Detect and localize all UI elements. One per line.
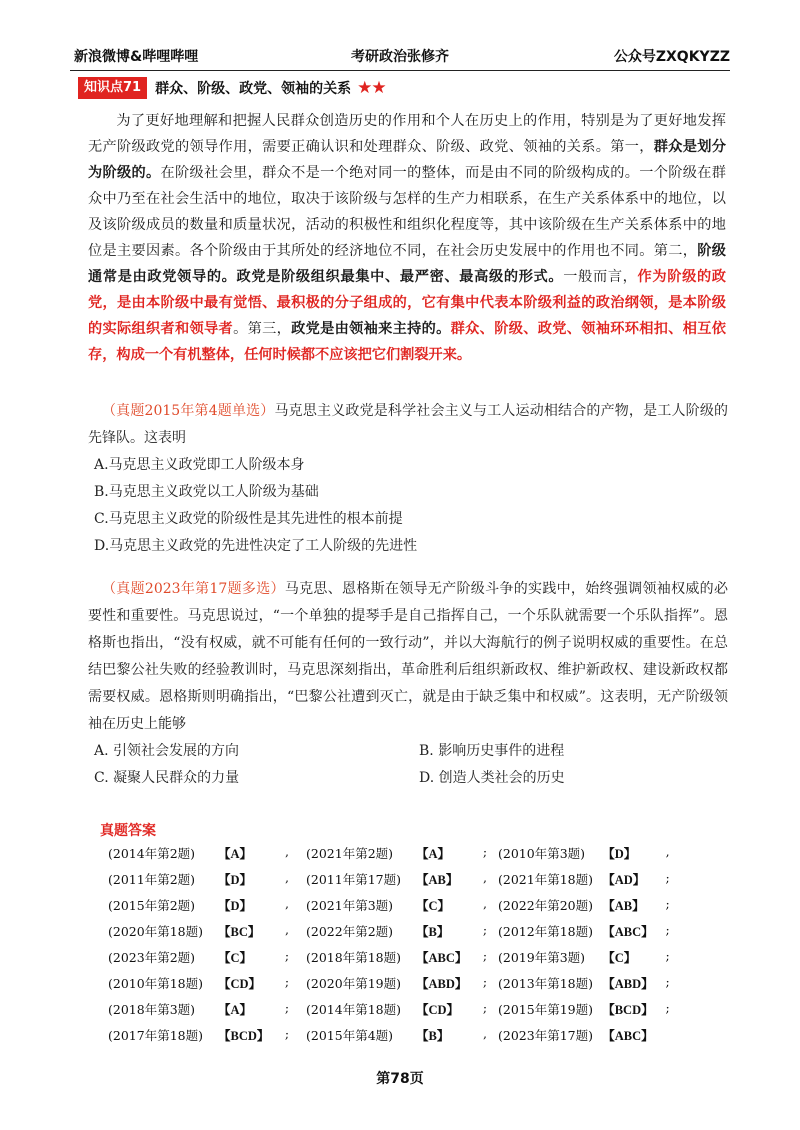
answer-row <box>108 892 678 918</box>
page-header <box>70 46 730 68</box>
header-divider <box>70 70 730 71</box>
answer-item <box>306 922 498 940</box>
answer-item <box>108 974 306 992</box>
answer-separator: ; <box>482 948 488 963</box>
body-bold-segment: 群众是划分为阶级的。 <box>88 139 726 181</box>
answer-key: 【ABC】 <box>602 925 654 939</box>
question-tag: （真题2015年第4题单选） <box>102 403 275 419</box>
answer-item <box>498 1026 678 1044</box>
header-center-text: 考研政治张修齐 <box>351 49 449 65</box>
answer-item <box>498 896 678 914</box>
answer-item <box>306 1026 498 1044</box>
answer-item <box>498 844 678 862</box>
answer-key: 【D】 <box>218 899 253 913</box>
answer-key: 【AB】 <box>416 873 459 887</box>
answer-item <box>108 870 306 888</box>
answer-question-ref: (2018年第18题) <box>306 950 401 965</box>
answer-question-ref: (2010年第18题) <box>108 976 203 991</box>
answer-question-ref: (2023年第17题) <box>498 1028 593 1043</box>
answer-key: 【AB】 <box>602 899 645 913</box>
answer-question-ref: (2022年第2题) <box>306 924 394 939</box>
question-stem-text: 马克思、恩格斯在领导无产阶级斗争的实践中，始终强调领袖权威的必要性和重要性。马克思说过，“一个单独的提琴手是自己指挥自己，一个乐队就需要一个乐队指挥”。恩格斯也指出，“没有权威，就不可能有任何的一致行动”，并以大海航行的例子说明权威的重要性。在总结巴黎公社失败的经验教训时，马克思深刻指出，革命胜利后组织新政权、维护新政权、建设新政权都需要权威。恩格斯则明确指出，“巴黎公社遭到灭亡，就是由于缺乏集中和权威”。这表明，无产阶级领袖在历史上能够 <box>88 581 728 732</box>
answer-key: 【A】 <box>416 847 451 861</box>
answer-question-ref: (2013年第18题) <box>498 976 593 991</box>
question-stem <box>88 398 728 452</box>
knowledge-point-badge: 知识点71 <box>78 77 147 99</box>
answer-item <box>306 974 498 992</box>
answer-key: 【BCD】 <box>602 1003 654 1017</box>
body-red-segment: 群众、阶级、政党、领袖环环相扣、相互依存，构成一个有机整体，任何时候都不应该把它们割裂开来。 <box>88 321 726 363</box>
answer-question-ref: (2023年第2题) <box>108 950 196 965</box>
answer-separator <box>657 1026 678 1044</box>
answer-question-ref: (2014年第2题) <box>108 846 196 861</box>
answer-separator: , <box>285 870 289 885</box>
answer-separator: ; <box>665 974 670 989</box>
answer-separator: , <box>285 896 289 911</box>
answer-item <box>108 948 306 966</box>
answer-separator: ; <box>284 948 290 963</box>
answer-key: 【ABC】 <box>602 1029 654 1043</box>
question-tag: （真题2023年第17题多选） <box>102 581 285 597</box>
answer-question-ref: (2019年第3题) <box>498 950 586 965</box>
answer-key: 【BCD】 <box>218 1029 270 1043</box>
answer-row <box>108 918 678 944</box>
answer-key: 【B】 <box>416 925 450 939</box>
option-a: A. 引领社会发展的方向 <box>94 743 240 759</box>
answer-question-ref: (2021年第2题) <box>306 846 394 861</box>
question-1 <box>88 398 728 560</box>
answer-separator: ; <box>284 974 290 989</box>
answer-item <box>306 870 498 888</box>
answer-question-ref: (2021年第3题) <box>306 898 394 913</box>
answer-item <box>306 844 498 862</box>
answer-separator: ; <box>482 1000 488 1015</box>
answer-key: 【ABC】 <box>416 951 468 965</box>
answer-row <box>108 1022 678 1048</box>
answer-separator: ; <box>665 1000 670 1015</box>
option-b: B.马克思主义政党以工人阶级为基础 <box>94 484 319 500</box>
answer-separator: , <box>665 844 670 859</box>
answer-separator: ; <box>284 1000 290 1015</box>
answer-separator: ; <box>482 922 488 937</box>
answer-question-ref: (2017年第18题) <box>108 1028 203 1043</box>
answer-separator: , <box>483 1026 487 1041</box>
answer-separator: , <box>483 896 487 911</box>
answer-item <box>108 844 306 862</box>
answer-item <box>498 974 678 992</box>
answer-key: 【C】 <box>416 899 451 913</box>
page-number: 第78页 <box>376 1071 424 1087</box>
body-paragraph <box>88 108 726 368</box>
answer-key: 【CD】 <box>218 977 262 991</box>
answer-item <box>498 948 678 966</box>
question-stem <box>88 576 728 738</box>
answer-key: 【AD】 <box>602 873 646 887</box>
body-text-segment: 在阶级社会里，群众不是一个绝对同一的整体，而是由不同的阶级构成的。一个阶级在群众中乃至在社会生活中的地位，取决于该阶级与怎样的生产力相联系，在生产关系体系中的地位，以及该阶级成员的数量和质量状况，活动的积极性和组织化程度等，其中该阶级在生产关系体系中的地位是主要因素。各个阶级由于其所处的经济地位不同，在社会历史发展中的作用也不同。第二， <box>88 165 726 259</box>
option-d: D.马克思主义政党的先进性决定了工人阶级的先进性 <box>94 538 418 554</box>
option-c: C.马克思主义政党的阶级性是其先进性的根本前提 <box>94 511 403 527</box>
answer-key: 【C】 <box>218 951 253 965</box>
answer-item <box>108 896 306 914</box>
answer-key: 【ABD】 <box>416 977 468 991</box>
answer-question-ref: (2020年第18题) <box>108 924 203 939</box>
answer-question-ref: (2011年第2题) <box>108 872 196 887</box>
option-c: C. 凝聚人民群众的力量 <box>94 770 240 786</box>
answer-item <box>306 948 498 966</box>
answer-key: 【A】 <box>218 847 253 861</box>
answer-question-ref: (2021年第18题) <box>498 872 593 887</box>
header-right-text: 公众号ZXQKYZZ <box>613 49 730 65</box>
body-bold-segment: 政党是由领袖来主持的。 <box>291 321 451 337</box>
answer-separator: ; <box>482 974 488 989</box>
answer-question-ref: (2012年第18题) <box>498 924 593 939</box>
answer-row <box>108 840 678 866</box>
answers-table <box>108 840 678 1048</box>
answer-key: 【D】 <box>218 873 253 887</box>
answer-key: 【ABD】 <box>602 977 654 991</box>
answer-item <box>498 1000 678 1018</box>
answer-question-ref: (2015年第4题) <box>306 1028 394 1043</box>
answer-key: 【BC】 <box>218 925 261 939</box>
answer-item <box>108 1000 306 1018</box>
option-d: D. 创造人类社会的历史 <box>419 770 565 786</box>
body-red-segment: 作为阶级的政党，是由本阶级中最有觉悟、最积极的分子组成的，它有集中代表本阶级利益的政治纲领，是本阶级的实际组织者和领导者 <box>88 269 726 337</box>
answer-item <box>306 1000 498 1018</box>
option-b: B. 影响历史事件的进程 <box>419 743 565 759</box>
answer-key: 【B】 <box>416 1029 450 1043</box>
answer-question-ref: (2015年第2题) <box>108 898 196 913</box>
body-text-segment: 一般而言， <box>563 269 638 285</box>
answer-separator: ; <box>284 1026 290 1041</box>
answer-question-ref: (2010年第3题) <box>498 846 586 861</box>
answer-question-ref: (2011年第17题) <box>306 872 401 887</box>
answers-title: 真题答案 <box>100 823 156 839</box>
answer-item <box>108 1026 306 1044</box>
answer-separator: , <box>285 922 289 937</box>
answer-separator: ; <box>482 844 488 859</box>
answer-question-ref: (2014年第18题) <box>306 1002 401 1017</box>
answer-row <box>108 944 678 970</box>
answer-item <box>108 922 306 940</box>
answer-item <box>498 922 678 940</box>
knowledge-point-title: 群众、阶级、政党、领袖的关系 <box>155 81 352 97</box>
star-rating-icon: ★★ <box>357 78 386 98</box>
answer-question-ref: (2015年第19题) <box>498 1002 593 1017</box>
answer-key: 【D】 <box>602 847 637 861</box>
answer-key: 【C】 <box>602 951 637 965</box>
answer-question-ref: (2020年第19题) <box>306 976 401 991</box>
answer-item <box>498 870 678 888</box>
body-text-segment: 为了更好地理解和把握人民群众创造历史的作用和个人在历史上的作用，特别是为了更好地发挥无产阶级政党的领导作用，需要正确认识和处理群众、阶级、政党、领袖的关系。第一， <box>88 113 726 155</box>
answer-key: 【CD】 <box>416 1003 460 1017</box>
body-bold-segment: 阶级通常是由政党领导的。政党是阶级组织最集中、最严密、最高级的形式。 <box>88 243 726 285</box>
answer-item <box>306 896 498 914</box>
body-text-segment: 。第三， <box>233 321 292 337</box>
option-a: A.马克思主义政党即工人阶级本身 <box>94 457 305 473</box>
question-stem-text: 马克思主义政党是科学社会主义与工人运动相结合的产物，是工人阶级的先锋队。这表明 <box>88 403 728 446</box>
answer-row <box>108 970 678 996</box>
answer-key: 【A】 <box>218 1003 253 1017</box>
answer-question-ref: (2018年第3题) <box>108 1002 196 1017</box>
answer-question-ref: (2022年第20题) <box>498 898 593 913</box>
answer-separator: ; <box>665 922 670 937</box>
answer-row <box>108 866 678 892</box>
answer-separator: ; <box>665 948 670 963</box>
options-grid <box>88 738 728 792</box>
answer-separator: , <box>483 870 487 885</box>
knowledge-point-heading <box>78 76 386 100</box>
answer-separator: ; <box>665 870 670 885</box>
header-left-text: 新浪微博&哔哩哔哩 <box>74 49 199 65</box>
answer-separator: ; <box>665 896 670 911</box>
answer-separator: , <box>285 844 289 859</box>
answer-row <box>108 996 678 1022</box>
question-2 <box>88 576 728 792</box>
